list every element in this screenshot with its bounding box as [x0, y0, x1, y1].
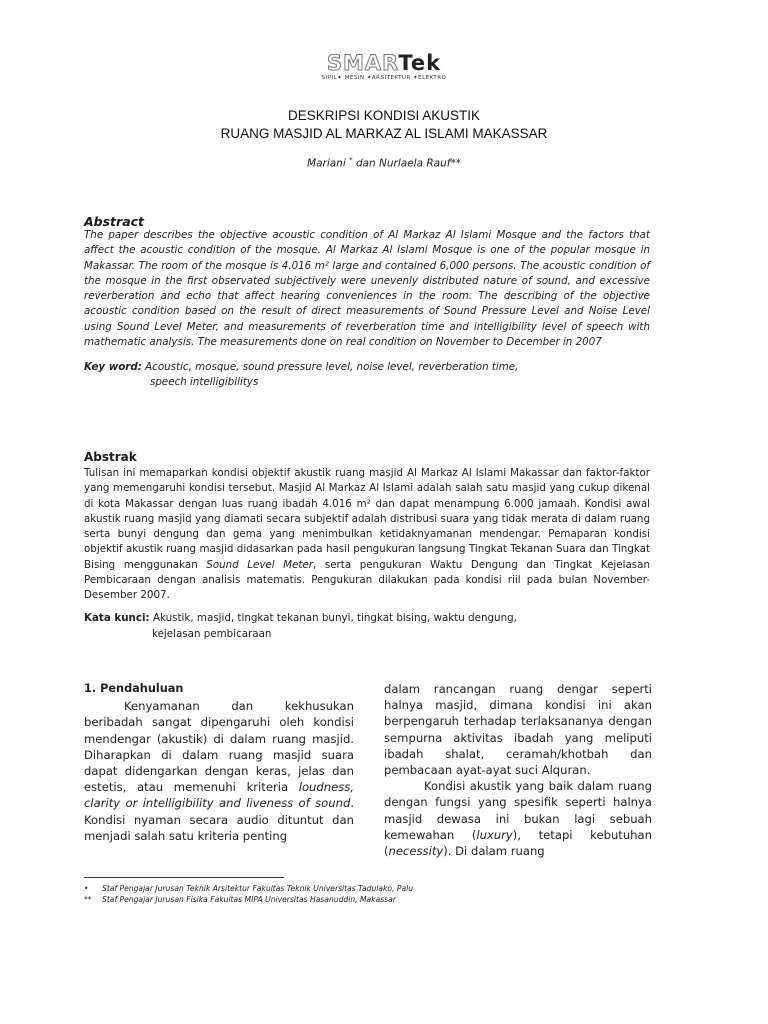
keywords-id-line-1: Akustik, masjid, tingkat tekanan bunyi, tingkat bising, waktu dengung,	[152, 612, 517, 624]
footnote-divider	[84, 877, 284, 878]
author-2-mark: **	[450, 157, 461, 170]
logo-wordmark: SMARTek	[326, 51, 442, 75]
author-2: Nurlaela Rauf	[379, 157, 451, 170]
abstrak-body: Tulisan ini memaparkan kondisi objektif akustik ruang masjid Al Markaz Al Islami Makassar dan faktor-faktor yang memengaruhi kondisi tersebut. Masjid Al Markaz Al Islami adalah salah satu masjid yang cukup dikenal di kota Makassar dengan luas ruang ibadah 4.016 m² dan dapat menampung 6.000 jamaah. Kondisi awal akustik ruang masjid yang diamati secara subjektif adalah distribusi suara yang tidak merata di dalam ruang serta bunyi dengung dan gema yang menimbulkan ketidaknyamanan mendengar. Pemaparan kondisi objektif akustik ruang masjid didasarkan pada hasil pengukuran langsung Tingkat Tekanan Suara dan Tingkat Bising menggunakan Sound Level Meter, serta pengukuran Waktu Dengung dan Tingkat Kejelasan Pembicaraan dengan analisis matematis. Pengukuran dilakukan pada kondisi riil pada bulan November-Desember 2007.	[84, 467, 651, 602]
logo-subtitle: SIPIL✦ MESIN ✦ARSITEKTUR ✦ELEKTRO	[321, 75, 447, 81]
paragraph: Kenyamanan dan kekhusukan beribadah sangat dipengaruhi oleh kondisi mendengar (akustik) di dalam ruang masjid. Diharapkan di dalam ruang masjid suara dapat didengarkan dengan keras, jelas dan estetis, atau memenuhi kriteria loudness, clarity or intelligibility and liveness of sound. Kondisi nyaman secara audio dituntut dan menjadi salah satu kriteria penting	[84, 699, 354, 843]
section-heading: 1. Pendahuluan	[84, 682, 184, 695]
author-1-mark: *	[349, 156, 353, 164]
abstract-body: The paper describes the objective acoustic condition of Al Markaz Al Islami Mosque and the factors that affect the acoustic condition of the mosque. Al Markaz Al Islami Mosque is one of the popular mosque in Makassar. The room of the mosque is 4.016 m² large and contained 6,000 persons. The acoustic condition of the mosque in the first observated subjectively were unevenly distributed nature of sound, and excessive reverberation and echo that affect hearing conveniences in the room. The describing of the objective acoustic condition based on the result of direct measurements of Sound Pressure Level and Noise Level using Sound Level Meter, and measurements of reverberation time and intelligibility level of speech with mathematic analysis. The measurements done on real condition on November to December in 2007	[84, 229, 650, 349]
authors	[0, 156, 768, 170]
author-conjunction: dan	[355, 157, 376, 170]
title-line-2: RUANG MASJID AL MARKAZ AL ISLAMI MAKASSAR	[220, 126, 548, 141]
author-1: Mariani	[307, 157, 346, 170]
footnotes	[84, 884, 644, 905]
keywords-en-label: Key word:	[84, 361, 142, 373]
keywords-id-line-2: kejelasan pembicaraan	[152, 627, 272, 640]
footnote: ** Staf Pengajar Jurusan Fisika Fakultas MIPA Universitas Hasanuddin, Makassar	[84, 894, 396, 904]
footnote: • Staf Pengajar Jurusan Teknik Arsitektur Fakultas Teknik Universitas Tadulako, Palu	[84, 884, 414, 893]
abstrak-heading: Abstrak	[84, 450, 137, 464]
keywords-id	[84, 611, 650, 642]
keywords-id-label: Kata kunci:	[84, 612, 150, 624]
title-line-1: DESKRIPSI KONDISI AKUSTIK	[287, 108, 481, 123]
paper-title	[0, 107, 768, 143]
paragraph: Kondisi akustik yang baik dalam ruang dengan fungsi yang spesifik seperti halnya masjid dewasa ini bukan lagi sebuah kemewahan (luxury), tetapi kebutuhan (necessity). Di dalam ruang	[384, 779, 652, 859]
paragraph: dalam rancangan ruang dengar seperti halnya masjid, dimana kondisi ini akan berpengaruh terhadap terlaksananya dengan sempurna aktivitas ibadah yang meliputi ibadah shalat, ceramah/khotbah dan pembacaan ayat-ayat suci Alquran.	[384, 682, 652, 778]
body-column-left	[84, 681, 354, 844]
keywords-en-line-2: speech intelligibilitys	[150, 375, 259, 388]
abstract-heading: Abstract	[84, 214, 145, 229]
keywords-en-line-1: Acoustic, mosque, sound pressure level, noise level, reverberation time,	[145, 361, 519, 373]
body-column-right	[384, 681, 652, 859]
journal-logo	[0, 52, 768, 82]
keywords-en	[84, 360, 650, 389]
